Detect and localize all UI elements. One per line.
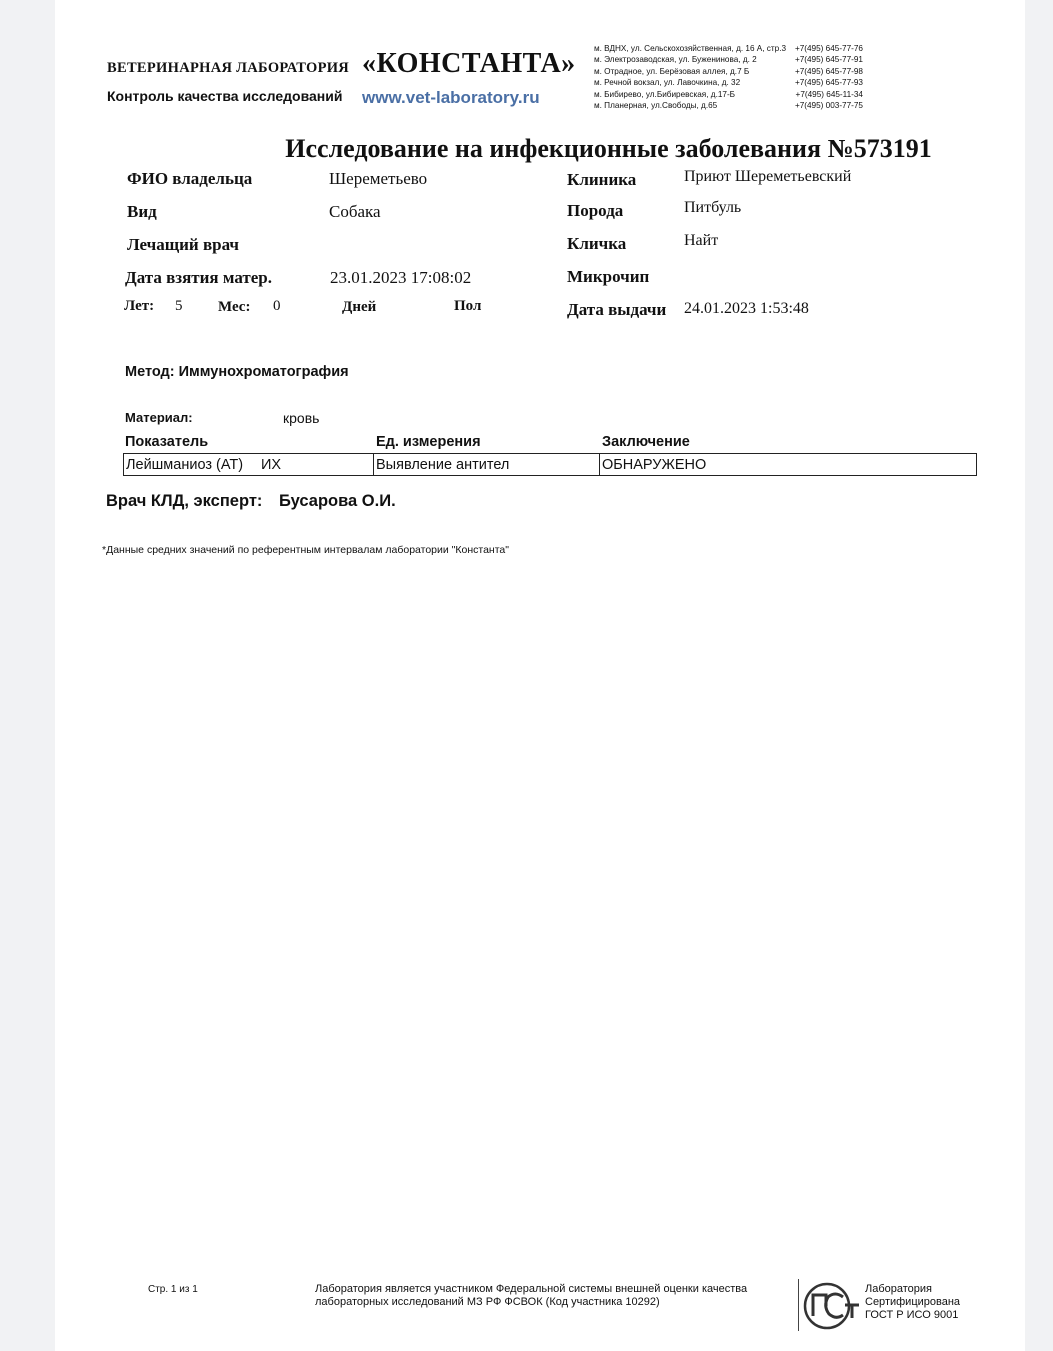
branch-phone-list [793, 43, 863, 111]
pet-name-label: Кличка [567, 234, 627, 253]
branch-phone: +7(495) 645-77-91 [794, 55, 863, 65]
clinic-label: Клиника [567, 170, 637, 189]
owner-value: Шереметьево [329, 169, 428, 188]
report-page [55, 0, 1025, 1351]
branch-phone: +7(495) 645-77-98 [794, 66, 863, 76]
table-row [123, 453, 977, 476]
vet-label: Лечащий врач [127, 235, 239, 254]
unit-cell: Выявление антител [374, 454, 600, 475]
sample-date-label: Дата взятия матер. [125, 268, 272, 287]
pet-name-value: Найт [684, 232, 719, 249]
branch-phone: +7(495) 645-77-76 [794, 44, 863, 53]
branch-address: м. Бибирево, ул.Бибиревская, д.17-Б [594, 89, 736, 99]
species-label: Вид [127, 202, 157, 221]
table-header-indicator: Показатель [125, 434, 209, 450]
method-code: ИХ [261, 457, 282, 473]
owner-label: ФИО владельца [127, 169, 253, 188]
branch-phone: +7(495) 003-77-75 [794, 101, 863, 111]
branch-address: м. Отрадное, ул. Берёзовая аллея, д.7 Б [594, 66, 750, 76]
microchip-label: Микрочип [567, 267, 650, 286]
lab-brand: «КОНСТАНТА» [362, 48, 576, 79]
page-number: Стр. 1 из 1 [148, 1284, 198, 1295]
species-value: Собака [329, 202, 381, 221]
lab-tagline: Контроль качества исследований [107, 88, 343, 104]
gost-r-certification-icon [799, 1280, 861, 1337]
table-header-unit: Ед. измерения [376, 434, 481, 450]
method-label: Метод: Иммунохроматография [125, 364, 349, 380]
material-label: Материал: [125, 410, 193, 425]
years-value: 5 [175, 298, 183, 314]
cert-line: ГОСТ Р ИСО 9001 [865, 1309, 959, 1321]
fsvok-line: Лаборатория является участником Федеральной системы внешней оценки качества [315, 1283, 748, 1295]
material-value: кровь [283, 410, 320, 426]
indicator-name: Лейшманиоз (АТ) [126, 457, 244, 473]
months-value: 0 [273, 298, 281, 314]
months-label: Мес: [218, 299, 251, 315]
breed-value: Питбуль [684, 199, 742, 216]
branch-address-list [594, 43, 786, 111]
branch-address: м. Электрозаводская, ул. Буженинова, д. 2 [594, 55, 757, 65]
conclusion-cell: ОБНАРУЖЕНО [602, 457, 707, 473]
cert-line: Сертифицирована [865, 1296, 961, 1308]
branch-address: м. Планерная, ул.Свободы, д.65 [594, 101, 718, 111]
footnote: *Данные средних значений по референтным интервалам лаборатории "Константа" [102, 544, 509, 556]
sex-label: Пол [454, 298, 482, 314]
sample-date-value: 23.01.2023 17:08:02 [330, 268, 472, 287]
clinic-value: Приют Шереметьевский [684, 168, 852, 185]
lab-prefix: ВЕТЕРИНАРНАЯ ЛАБОРАТОРИЯ [107, 60, 350, 76]
branch-phone: +7(495) 645-77-93 [794, 78, 863, 88]
days-label: Дней [342, 299, 377, 315]
branch-address: м. Речной вокзал, ул. Лавочкина, д. 32 [594, 78, 741, 88]
table-header-conclusion: Заключение [602, 434, 690, 450]
years-label: Лет: [124, 298, 155, 314]
branch-address: м. ВДНХ, ул. Сельскохозяйственная, д. 16 А, стр.3 [594, 44, 787, 53]
document-title: Исследование на инфекционные заболевания №573191 [285, 134, 932, 163]
breed-label: Порода [567, 201, 624, 220]
doctor-label: Врач КЛД, эксперт: [106, 492, 263, 510]
indicator-cell [124, 454, 374, 475]
doctor-name: Бусарова О.И. [279, 492, 396, 510]
issue-date-value: 24.01.2023 1:53:48 [684, 300, 809, 317]
certification-text [865, 1283, 960, 1322]
branch-phone: +7(495) 645-11-34 [795, 89, 863, 99]
lab-website-link[interactable]: www.vet-laboratory.ru [362, 88, 540, 107]
issue-date-label: Дата выдачи [567, 300, 667, 319]
fsvok-notice [315, 1283, 747, 1309]
fsvok-line: лабораторных исследований МЗ РФ ФСВОК (Код участника 10292) [315, 1296, 660, 1308]
cert-line: Лаборатория [865, 1283, 932, 1295]
